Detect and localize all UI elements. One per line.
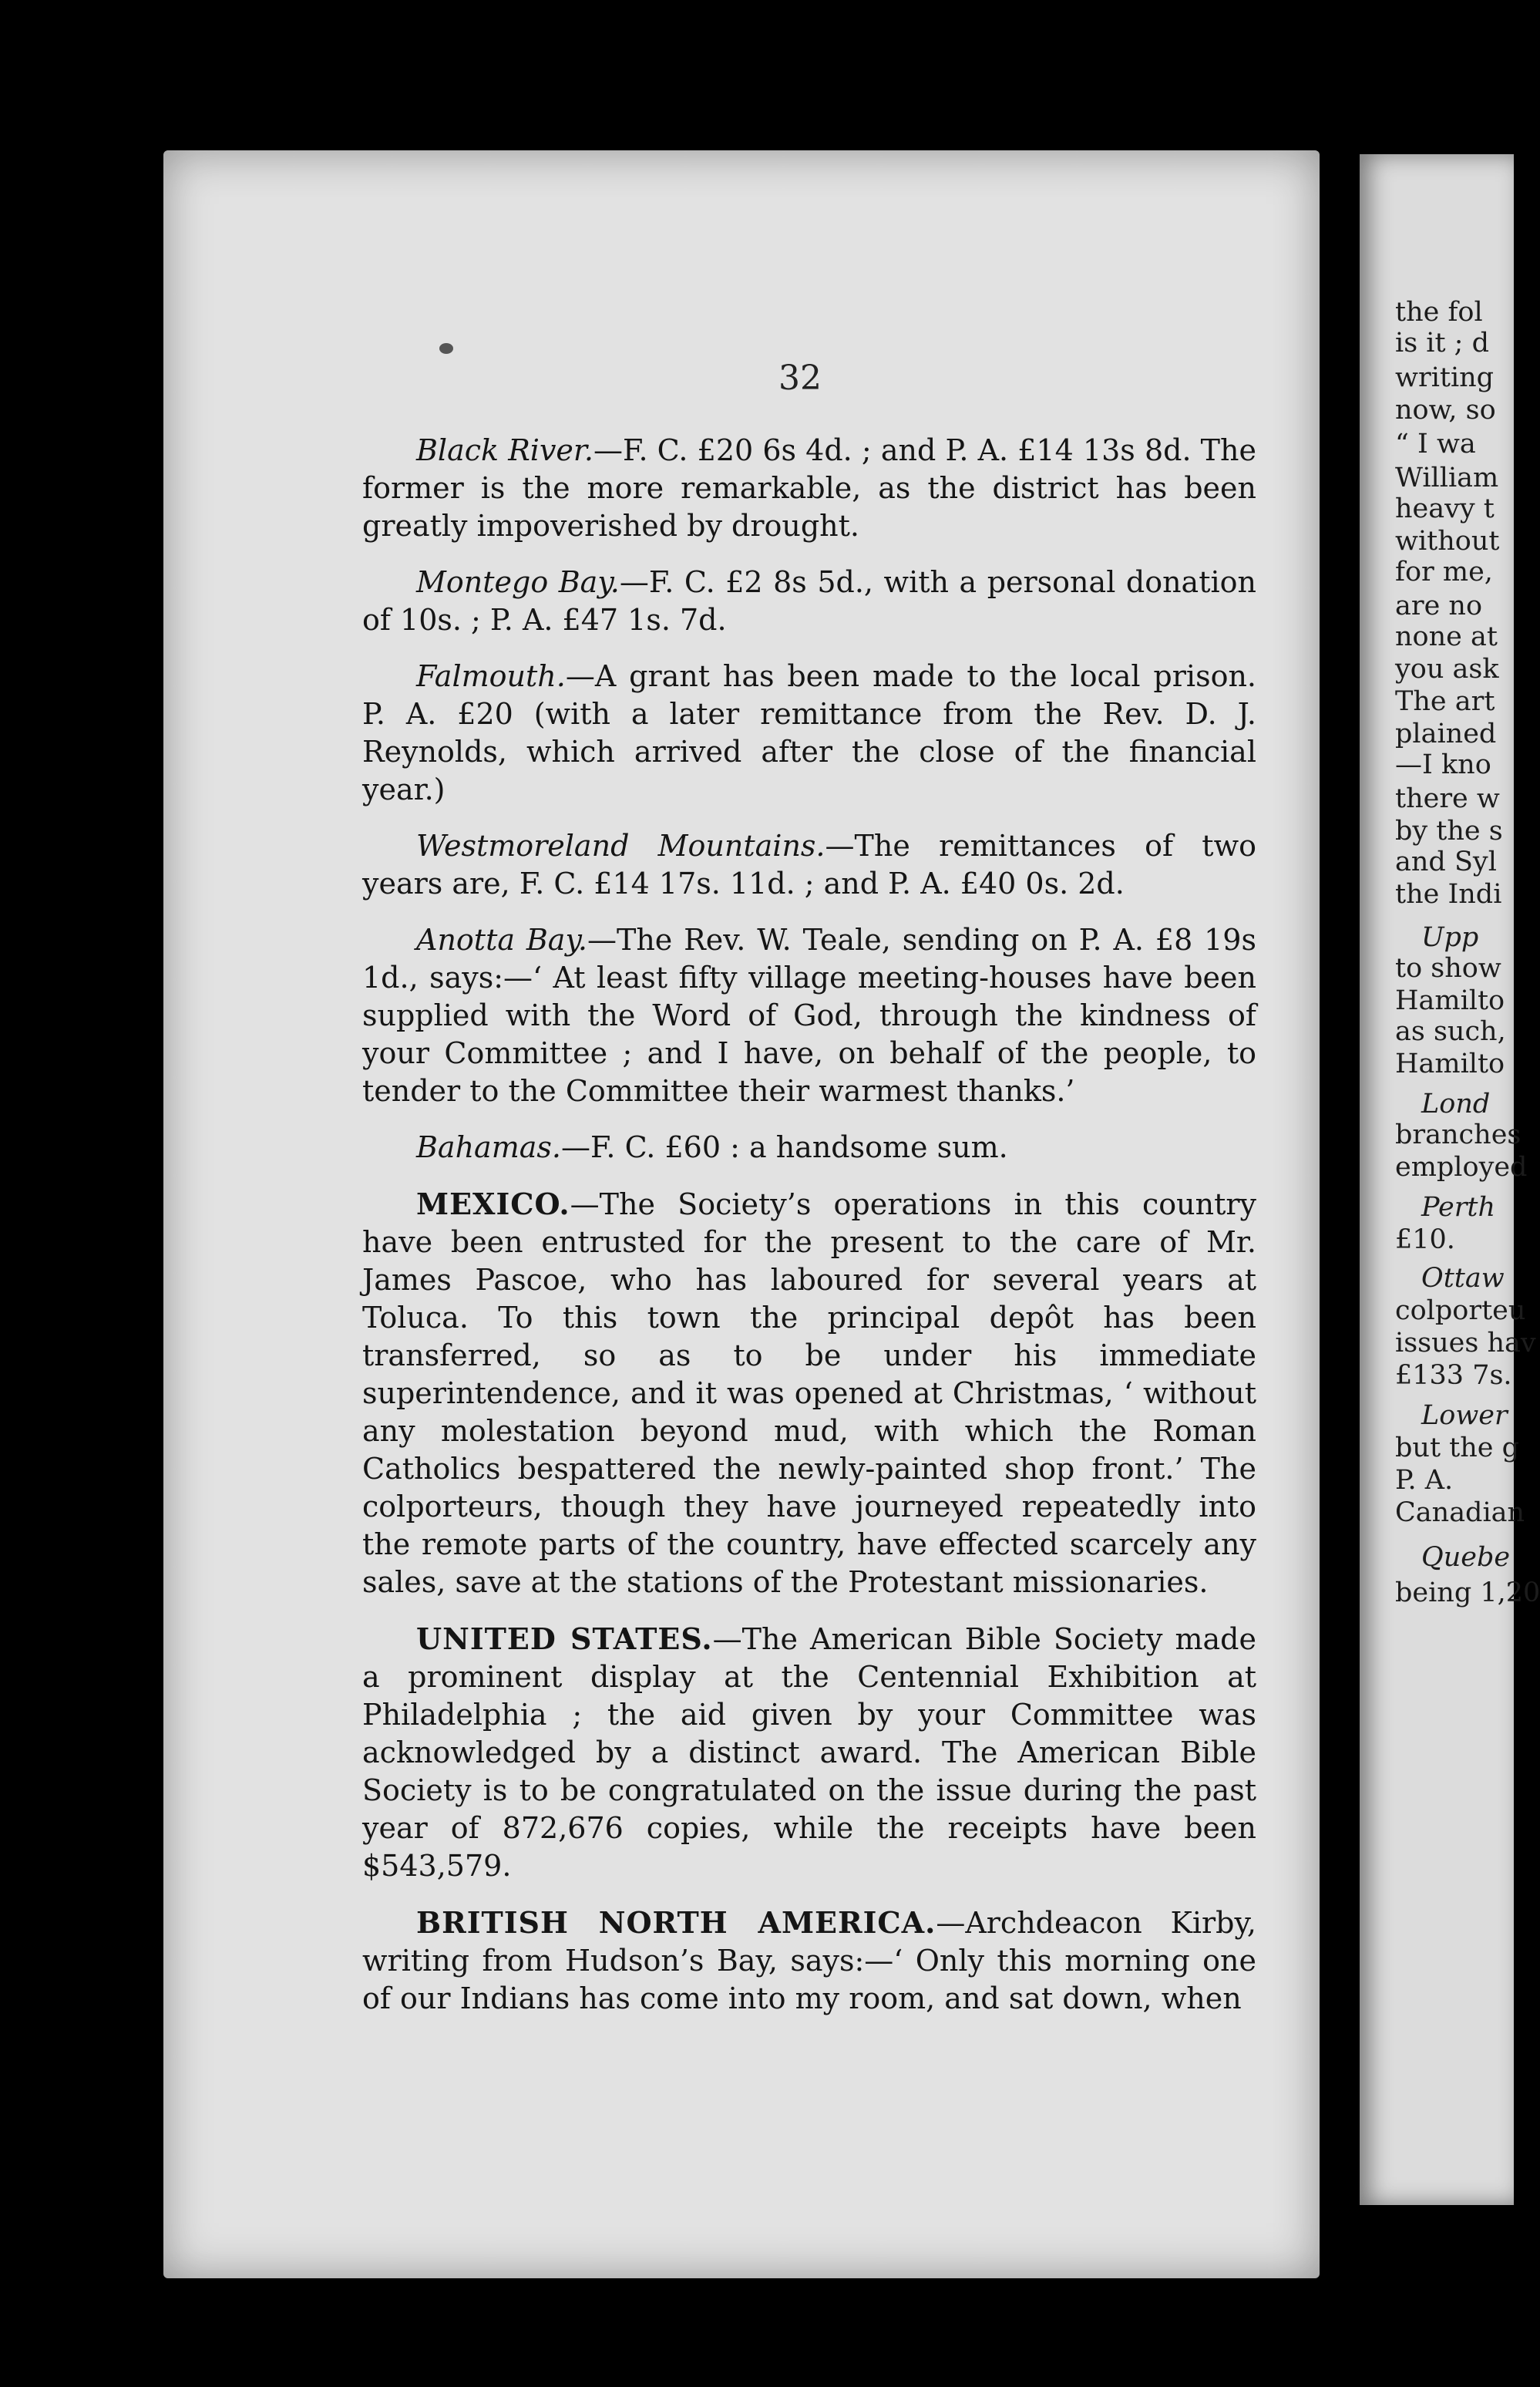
ink-speck <box>439 343 453 354</box>
right-page-fragment: now, so <box>1395 395 1496 426</box>
right-page-fragment: Lower <box>1421 1400 1508 1431</box>
right-page-fragment: there w <box>1395 783 1500 814</box>
right-page-fragment: by the s <box>1395 816 1503 847</box>
book-gutter <box>1320 116 1360 2352</box>
right-page-fragment: employed <box>1395 1152 1528 1183</box>
right-page-fragment: none at <box>1395 621 1498 652</box>
right-page-fragment: Perth <box>1421 1192 1496 1223</box>
page-number: 32 <box>778 359 822 398</box>
page-body <box>362 432 1256 2036</box>
paragraph-bahamas: Bahamas.—F. C. £60 : a handsome sum. <box>416 1130 1008 1164</box>
paragraph-mexico: MEXICO.—The Society’s operations in this country have been entrusted for the present to the care of Mr. James Pascoe, who has laboured for several years at Toluca. To this town the principal depôt has been transferred, so as to be under his immediate superintendence, and it was opened at Christmas, ‘ without any molestation beyond mud, with which the Roman Catholics bespattered the newly-painted shop front.’ The colporteurs, though they have journeyed repeatedly into the remote parts of the country, have effected scarcely any sales, save at the stations of the Protestant missionaries. <box>362 1187 1256 1599</box>
right-page-fragment: Quebe <box>1421 1542 1511 1573</box>
paragraph-united-states: UNITED STATES.—The American Bible Society made a prominent display at the Centennial Exhibition at Philadelphia ; the aid given by your Committee was acknowledged by a distinct award. The American Bible Society is to be congratulated on the issue during the past year of 872,676 copies, while the receipts have been $543,579. <box>362 1621 1256 1883</box>
right-page-fragment: issues hav <box>1395 1328 1536 1358</box>
right-page-fragment: £10. <box>1395 1224 1455 1255</box>
right-page-fragment: the fol <box>1395 297 1483 328</box>
paragraph-british-north-america: BRITISH NORTH AMERICA.—Archdeacon Kirby, writing from Hudson’s Bay, says:—‘ Only this morning one of our Indians has come into my room, and sat down, when <box>362 1905 1256 2015</box>
right-page-fragment: “ I wa <box>1395 429 1476 460</box>
right-page-fragment: as such, <box>1395 1016 1506 1047</box>
right-page-fragment: The art <box>1395 686 1495 717</box>
paragraph-westmoreland: Westmoreland Mountains.—The remittances of two years are, F. C. £14 17s. 11d. ; and P. A. £40 0s. 2d. <box>362 829 1256 901</box>
right-page-fragment: heavy t <box>1395 493 1495 524</box>
right-page-fragment: is it ; d <box>1395 328 1489 359</box>
right-page-fragment: without <box>1395 526 1500 557</box>
paragraph-falmouth: Falmouth.—A grant has been made to the local prison. P. A. £20 (with a later remittance from the Rev. D. J. Reynolds, which arrived after the close of the financial year.) <box>362 659 1256 806</box>
right-page-fragment: William <box>1395 463 1499 493</box>
right-page-fragment: Ottaw <box>1421 1263 1505 1294</box>
right-page-fragment: the Indi <box>1395 879 1502 910</box>
right-page-fragment: but the g <box>1395 1433 1519 1463</box>
right-page-fragment: being 1,20 <box>1395 1577 1540 1608</box>
right-page-fragment: writing <box>1395 362 1495 393</box>
right-page-fragment: Hamilto <box>1395 1049 1505 1079</box>
right-page-fragment: Upp <box>1421 922 1479 953</box>
book-page-right <box>1360 154 1540 2205</box>
paragraph-black-river: Black River.—F. C. £20 6s 4d. ; and P. A. £14 13s 8d. The former is the more remarkable, as the district has been greatly impoverished by drought. <box>362 433 1256 543</box>
right-page-fragment: you ask <box>1395 654 1499 685</box>
right-page-fragment: to show <box>1395 953 1501 984</box>
right-page-fragment: and Syl <box>1395 847 1497 877</box>
paragraph-montego-bay: Montego Bay.—F. C. £2 8s 5d., with a personal donation of 10s. ; P. A. £47 1s. 7d. <box>362 565 1256 637</box>
right-page-fragment: P. A. <box>1395 1465 1454 1496</box>
paragraph-anotta-bay: Anotta Bay.—The Rev. W. Teale, sending on P. A. £8 19s 1d., says:—‘ At least fifty village meeting-houses have been supplied with the Word of God, through the kindness of your Committee ; and I have, on behalf of the people, to tender to the Committee their warmest thanks.’ <box>362 923 1256 1108</box>
right-page-fragment: Canadian <box>1395 1497 1525 1528</box>
right-page-fragment: for me, <box>1395 557 1493 587</box>
right-page-fragment: plained <box>1395 719 1497 749</box>
right-page-fragment: are no <box>1395 591 1483 621</box>
right-page-fragment: —I kno <box>1395 749 1491 780</box>
right-page-fragment: colporteu <box>1395 1295 1526 1326</box>
right-page-fragment: Hamilto <box>1395 985 1505 1016</box>
right-page-fragment: £133 7s. <box>1395 1360 1512 1391</box>
right-page-fragment: Lond <box>1421 1089 1491 1119</box>
right-page-fragment: branches <box>1395 1119 1522 1150</box>
